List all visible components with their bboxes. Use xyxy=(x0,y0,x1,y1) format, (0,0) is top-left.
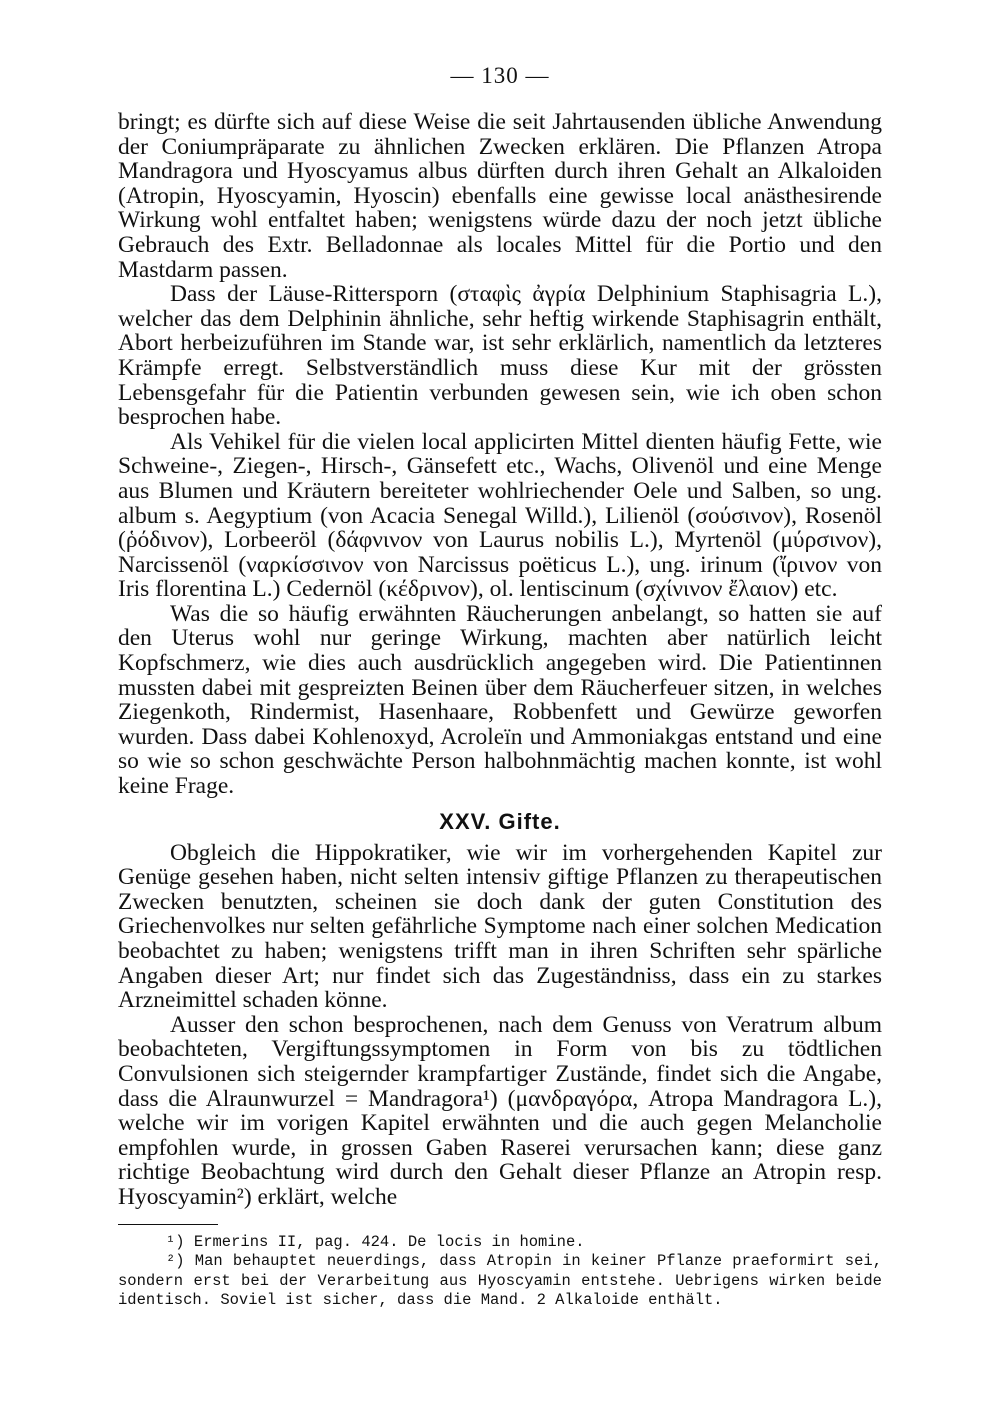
section-heading: XXV. Gifte. xyxy=(439,808,561,834)
book-page xyxy=(118,60,882,1311)
footnote-2: ²) Man behauptet neuerdings, dass Atropin in keiner Pflanze praeformirt sei, sondern erst bei der Verarbeitung aus Hyoscyamin entstehe. Uebrigens wirken beide identisch. Soviel ist sicher, dass die Mand. 2 Alkaloide enthält. xyxy=(118,1252,882,1310)
paragraph-hippokratiker: Obgleich die Hippokratiker, wie wir im vorhergehenden Kapitel zur Genüge gesehen haben, nicht selten intensiv giftige Pflanzen zu therapeutischen Zwecken benutzten, scheinen sie doch dank der guten Constitution des Griechenvolkes nur selten gefährliche Symptome nach einer solchen Medication beobachtet zu haben; wenigstens trifft man in ihren Schriften sehr spärliche Angaben dieser Art; nur findet sich das Zugeständniss, dass ein zu starkes Arzneimittel schaden könne. xyxy=(118,839,882,1014)
paragraph-veratrum: Ausser den schon besprochenen, nach dem Genuss von Veratrum album beobachteten, Vergiftungssymptomen in Form von bis zu tödtlichen Convulsionen sich steigernder krampfartiger Zustände, findet sich die Angabe, dass die Alraunwurzel = Mandragora¹) (μανδραγόρα, Atropa Mandragora L.), welche wir im vorigen Kapitel erwähnten und die auch gegen Melancholie empfohlen wurde, in grossen Gaben Raserei verursachen kann; diese ganz richtige Beobachtung wird durch den Gehalt dieser Pflanze an Atropin resp. Hyoscyamin²) erklärt, welche xyxy=(118,1011,882,1210)
paragraph-raeucherungen: Was die so häufig erwähnten Räucherungen anbelangt, so hatten sie auf den Uterus wohl nur geringe Wirkung, machten aber natürlich leicht Kopfschmerz, wie dies auch ausdrücklich angegeben wird. Die Patientinnen mussten dabei mit gespreizten Beinen über dem Räucherfeuer sitzen, in welches Ziegenkoth, Rindermist, Hasenhaare, Robbenfett und Gewürze geworfen wurden. Dass dabei Kohlenoxyd, Acroleïn und Ammoniakgas entstand und eine so wie so schon geschwächte Person halbohnmächtig machen konnte, ist wohl keine Frage. xyxy=(118,600,882,800)
page-number: — 130 — xyxy=(450,63,550,88)
paragraph-rittersporn: Dass der Läuse-Rittersporn (σταφὶς ἀγρία Delphinium Staphisagria L.), welcher das dem Delphinin ähnliche, sehr heftig wirkende Staphisagrin enthält, Abort herbeizuführen im Stande war, ist sehr erklärlich, namentlich da letzteres Krämpfe erregt. Selbstverständlich muss diese Kur mit der grössten Lebensgefahr für die Patientin verbunden gewesen sein, wie ich oben schon besprochen habe. xyxy=(118,281,882,431)
paragraph-vehikel: Als Vehikel für die vielen local applicirten Mittel dienten häufig Fette, wie Schweine-, Ziegen-, Hirsch-, Gänsefett etc., Wachs, Olivenöl und eine Menge aus Blumen und Kräutern bereiteter wohlriechender Oele und Salben, so ung. album s. Aegyptium (von Acacia Senegal Willd.), Lilienöl (σούσινον), Rosenöl (ῥόδινον), Lorbeeröl (δάφνινον von Laurus nobilis L.), Myrtenöl (μύρσινον), Narcissenöl (ναρκίσσινον von Narcissus poëticus L.), ung. irinum (ἴρινον von Iris florentina L.) Cedernöl (κέδρινον), ol. lentiscinum (σχίνινον ἔλαιον) etc. xyxy=(118,428,882,603)
footnote-divider xyxy=(118,1224,218,1225)
paragraph-coniuma-alkaloids: bringt; es dürfte sich auf diese Weise die seit Jahrtausenden übliche Anwendung der Coniumpräparate zu ähnlichen Zwecken erklären. Die Pflanzen Atropa Mandragora und Hyoscyamus albus dürften durch ihren Gehalt an Alkaloiden (Atropin, Hyoscyamin, Hyoscin) ebenfalls eine gewisse local anästhesirende Wirkung wohl entfaltet haben; wenigstens würde dazu der noch jetzt übliche Gebrauch des Extr. Belladonnae als locales Mittel für die Portio und den Mastdarm passen. xyxy=(118,109,882,283)
footnote-1: ¹) Ermerins II, pag. 424. De locis in homine. xyxy=(166,1232,585,1251)
